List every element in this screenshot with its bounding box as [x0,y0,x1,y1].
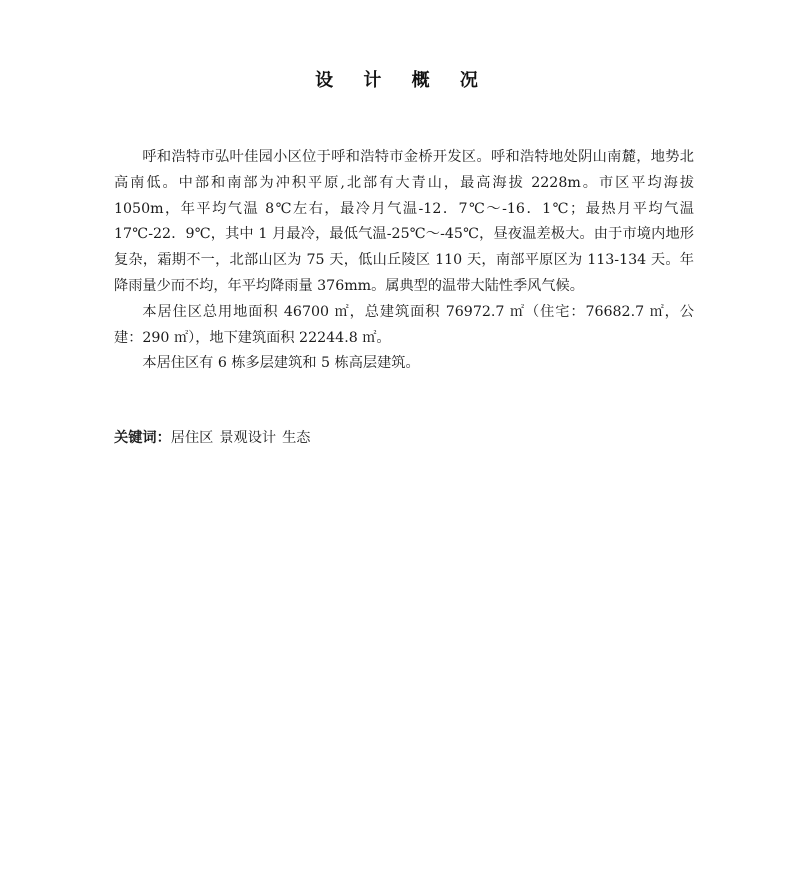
keyword-item: 生态 [282,430,311,446]
paragraph-area: 本居住区总用地面积 46700 ㎡，总建筑面积 76972.7 ㎡（住宅：76682.7 ㎡，公建：290 ㎡），地下建筑面积 22244.8 ㎡。 [114,303,694,346]
keyword-item: 景观设计 [219,430,277,446]
body-text [114,145,694,377]
paragraph-buildings: 本居住区有 6 栋多层建筑和 5 栋高层建筑。 [142,355,420,372]
keywords-line [114,426,694,452]
paragraph-overview: 呼和浩特市弘叶佳园小区位于呼和浩特市金桥开发区。呼和浩特地处阴山南麓，地势北高南低。中部和南部为冲积平原,北部有大青山，最高海拔 2228m。市区平均海拔 1050m，年平均气温 8℃左右，最冷月气温-12．7℃～-16．1℃；最热月平均气温 17℃-22．9℃，其中 1 月最冷，最低气温-25℃～-45℃，昼夜温差极大。由于市境内地形复杂，霜期不一，北部山区为 75 天，低山丘陵区 110 天，南部平原区为 113-134 天。年降雨量少而不均，年平均降雨量 376mm。属典型的温带大陆性季风气候。 [114,149,694,294]
page-title: 设 计 概 况 [315,70,490,91]
keywords-label: 关键词： [114,430,171,446]
keyword-item: 居住区 [170,430,214,446]
